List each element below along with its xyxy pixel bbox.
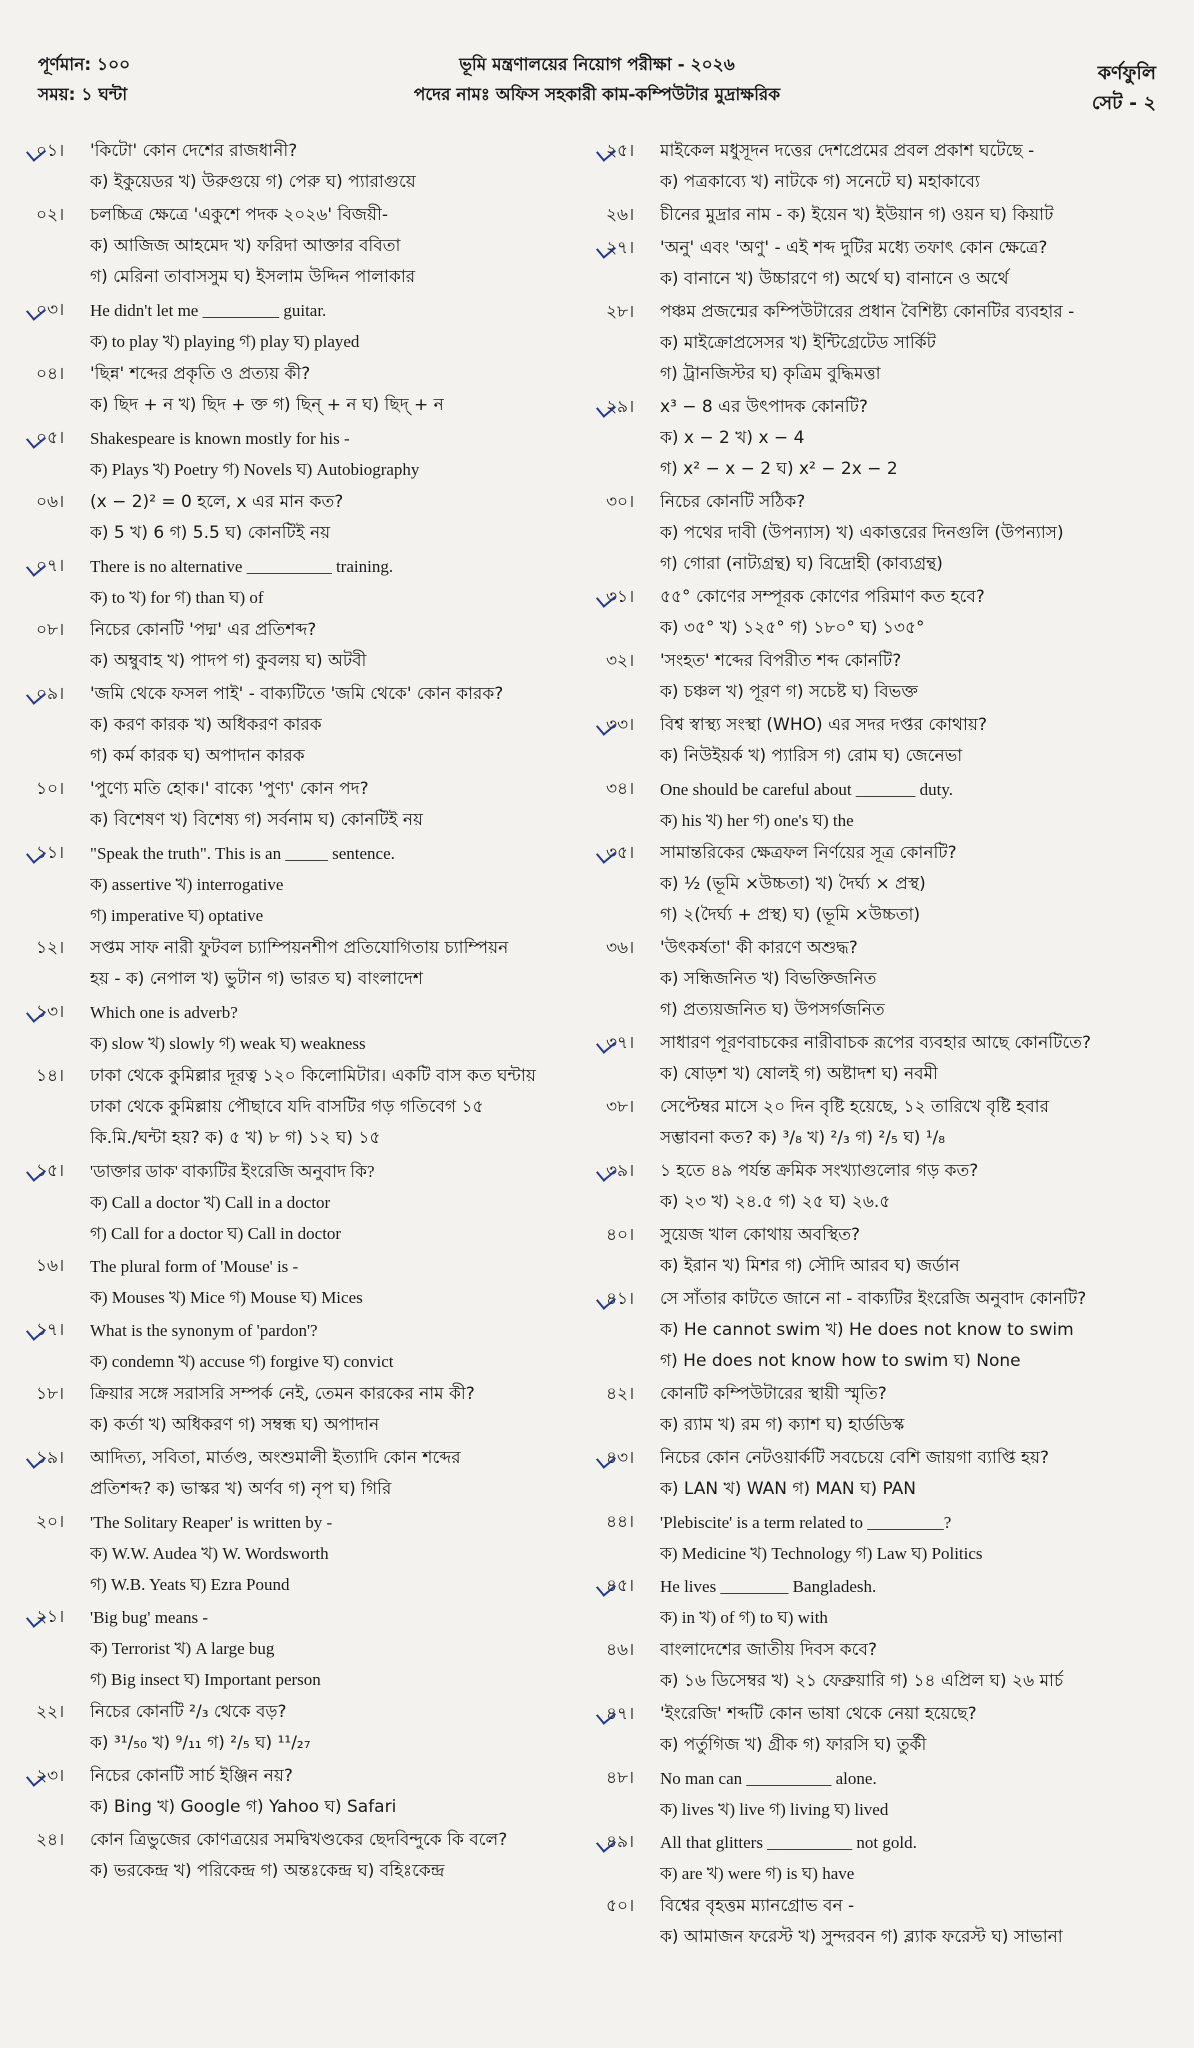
question-text: বিশ্ব স্বাস্থ্য সংস্থা (WHO) এর সদর দপ্তর কোথায়? (660, 715, 988, 735)
question-item (604, 233, 1160, 295)
question-body (90, 551, 590, 613)
question-body (660, 1699, 1160, 1761)
question-item (34, 1507, 590, 1600)
answer-options: ক) বানানে খ) উচ্চারণে গ) অর্থে ঘ) বানানে ও অর্থে (660, 269, 1009, 289)
answer-options: ক) মাইক্রোপ্রসেসর খ) ইন্টিগ্রেটেড সার্কিট (660, 333, 936, 353)
question-body (660, 1571, 1160, 1633)
question-item (604, 136, 1160, 198)
question-number: ১৫। (34, 1156, 90, 1249)
question-body (660, 1220, 1160, 1282)
question-text: 'সংহত' শব্দের বিপরীত শব্দ কোনটি? (660, 651, 902, 671)
question-body (90, 487, 590, 549)
answer-options: ক) র‍্যাম খ) রম গ) ক্যাশ ঘ) হার্ডডিস্ক (660, 1415, 905, 1435)
answer-options: ক) কর্তা খ) অধিকরণ গ) সম্বন্ধ ঘ) অপাদান (90, 1415, 380, 1435)
question-body (660, 1827, 1160, 1889)
question-body (660, 1284, 1160, 1377)
question-number: ০২। (36, 205, 65, 225)
question-number: ২০। (36, 1512, 65, 1532)
question-number: ০৫। (34, 423, 90, 485)
answer-options: ক) নিউইয়র্ক খ) প্যারিস গ) রোম ঘ) জেনেভা (660, 746, 963, 766)
question-item (604, 1699, 1160, 1761)
question-body (90, 1315, 590, 1377)
question-number: ১২। (36, 938, 65, 958)
question-body (90, 615, 590, 677)
question-item (604, 1827, 1160, 1889)
answer-options: ক) x − 2 খ) x − 4 (660, 428, 805, 448)
question-text: 'ডাক্তার ডাক' বাক্যটির ইংরেজি অনুবাদ কি? (90, 1162, 375, 1181)
question-body (660, 1763, 1160, 1825)
answer-options: ক) অম্বুবাহ খ) পাদপ গ) কুবলয় ঘ) অটবী (90, 651, 367, 671)
question-text: ক্রিয়ার সঙ্গে সরাসরি সম্পর্ক নেই, তেমন কারকের নাম কী? (90, 1384, 475, 1404)
question-item (34, 679, 590, 772)
question-item (604, 646, 1160, 708)
answer-options: ক) are খ) were গ) is ঘ) have (660, 1864, 855, 1883)
question-text: 'Big bug' means - (90, 1608, 209, 1627)
question-text: সে সাঁতার কাটতে জানে না - বাক্যটির ইংরেজি অনুবাদ কোনটি? (660, 1289, 1087, 1309)
question-number: ৩২। (606, 651, 635, 671)
question-item (34, 1825, 590, 1887)
question-body (660, 838, 1160, 931)
answer-options: গ) Big insect ঘ) Important person (90, 1670, 321, 1689)
full-marks: পূর্ণমান: ১০০ (38, 55, 131, 75)
answer-options: ক) ষোড়শ খ) ষোলই গ) অষ্টাদশ ঘ) নবমী (660, 1064, 938, 1084)
question-item (34, 1251, 590, 1313)
answer-options: ক) ছিদ + ন খ) ছিদ + ক্ত গ) ছিন্ + ন ঘ) ছিদ্ + ন (90, 395, 444, 415)
question-text: 'কিটো' কোন দেশের রাজধানী? (90, 141, 298, 161)
question-number: ৩৬। (606, 938, 635, 958)
answer-options: ক) ³¹/₅₀ খ) ⁹/₁₁ গ) ²/₅ ঘ) ¹¹/₂₇ (90, 1733, 311, 1753)
question-number: ২৩। (34, 1761, 90, 1823)
question-body (660, 1507, 1160, 1569)
answer-options: গ) ২(দৈর্ঘ্য + প্রস্থ) ঘ) (ভূমি ×উচ্চতা) (660, 905, 921, 925)
question-body (660, 1028, 1160, 1090)
question-text: 'The Solitary Reaper' is written by - (90, 1513, 333, 1532)
question-body (90, 1761, 590, 1823)
question-number: ১৪। (36, 1066, 65, 1086)
question-item (34, 200, 590, 293)
question-text: (x − 2)² = 0 হলে, x এর মান কত? (90, 492, 344, 512)
question-body (660, 1635, 1160, 1697)
question-body (660, 233, 1160, 295)
question-item (34, 838, 590, 931)
question-body (660, 774, 1160, 836)
answer-options: ক) ভরকেন্দ্র খ) পরিকেন্দ্র গ) অন্তঃকেন্দ্র ঘ) বহিঃকেন্দ্র (90, 1861, 445, 1881)
question-number: ৪২। (606, 1384, 635, 1404)
question-text: মাইকেল মধুসূদন দত্তের দেশপ্রেমের প্রবল প্রকাশ ঘটেছে - (660, 141, 1035, 161)
question-text: "Speak the truth". This is an _____ sentence. (90, 844, 395, 863)
question-body (90, 933, 590, 995)
question-body (660, 933, 1160, 1026)
answer-options: ক) assertive খ) interrogative (90, 875, 284, 894)
question-text: All that glitters __________ not gold. (660, 1833, 917, 1852)
exam-title: ভূমি মন্ত্রণালয়ের নিয়োগ পরীক্ষা - ২০২৬ (459, 55, 735, 75)
question-item (604, 838, 1160, 931)
question-item (604, 1443, 1160, 1505)
answer-options: ক) পর্তুগিজ খ) গ্রীক গ) ফারসি ঘ) তুর্কী (660, 1735, 927, 1755)
question-text: নিচের কোনটি ²/₃ থেকে বড়? (90, 1702, 287, 1722)
answer-options: কি.মি./ঘন্টা হয়? ক) ৫ খ) ৮ গ) ১২ ঘ) ১৫ (90, 1128, 381, 1148)
answer-options: প্রতিশব্দ? ক) ভাস্কর খ) অর্ণব গ) নৃপ ঘ) গিরি (90, 1479, 392, 1499)
question-number: ২৭। (604, 233, 660, 295)
question-item (604, 200, 1160, 231)
answer-options: ক) ½ (ভূমি ×উচ্চতা) খ) দৈর্ঘ্য × প্রস্থ) (660, 874, 926, 894)
question-body (660, 582, 1160, 644)
question-number: ৪৫। (604, 1571, 660, 1633)
question-text: কোনটি কম্পিউটারের স্থায়ী স্মৃতি? (660, 1384, 887, 1404)
answer-options: গ) কর্ম কারক ঘ) অপাদান কারক (90, 746, 305, 766)
question-body (90, 1156, 590, 1249)
question-body (90, 1507, 590, 1600)
question-body (90, 1251, 590, 1313)
answer-options: ক) Mouses খ) Mice গ) Mouse ঘ) Mices (90, 1288, 363, 1307)
question-text: চীনের মুদ্রার নাম - ক) ইয়েন খ) ইউয়ান গ) ওয়ন ঘ) কিয়াট (660, 205, 1054, 225)
right-column (604, 136, 1160, 1955)
question-body (660, 646, 1160, 708)
answer-options: ক) Plays খ) Poetry গ) Novels ঘ) Autobiography (90, 460, 420, 479)
question-item (604, 774, 1160, 836)
answer-options: ক) Medicine খ) Technology গ) Law ঘ) Politics (660, 1544, 983, 1563)
question-text: চলচ্চিত্র ক্ষেত্রে 'একুশে পদক ২০২৬' বিজয়ী- (90, 205, 389, 225)
question-text: কোন ত্রিভুজের কোণত্রয়ের সমদ্বিখণ্ডকের ছেদবিন্দুকে কি বলে? (90, 1830, 508, 1850)
question-item (34, 1315, 590, 1377)
question-number: ১৬। (36, 1256, 65, 1276)
question-item (604, 1891, 1160, 1953)
question-text: 'অনু' এবং 'অণু' - এই শব্দ দুটির মধ্যে তফাৎ কোন ক্ষেত্রে? (660, 238, 1048, 258)
question-body (90, 136, 590, 198)
question-text: সেপ্টেম্বর মাসে ২০ দিন বৃষ্টি হয়েছে, ১২ তারিখে বৃষ্টি হবার (660, 1097, 1049, 1117)
answer-options: ক) ২৩ খ) ২৪.৫ গ) ২৫ ঘ) ২৬.৫ (660, 1192, 891, 1212)
answer-options: গ) He does not know how to swim ঘ) None (660, 1351, 1021, 1371)
question-text: সপ্তম সাফ নারী ফুটবল চ্যাম্পিয়নশীপ প্রতিযোগিতায় চ্যাম্পিয়ন (90, 938, 509, 958)
question-text: Shakespeare is known mostly for his - (90, 429, 350, 448)
question-body (90, 1825, 590, 1887)
question-number: ৩৩। (604, 710, 660, 772)
question-item (604, 1220, 1160, 1282)
post-name: পদের নামঃ অফিস সহকারী কাম-কম্পিউটার মুদ্রাক্ষরিক (413, 85, 781, 105)
question-text: He didn't let me _________ guitar. (90, 301, 327, 320)
question-number: ৪৯। (604, 1827, 660, 1889)
question-body (660, 297, 1160, 390)
question-text: নিচের কোনটি সার্চ ইঞ্জিন নয়? (90, 1766, 293, 1786)
question-number: ২৮। (606, 302, 635, 322)
answer-options: ক) Call a doctor খ) Call in a doctor (90, 1193, 331, 1212)
question-body (90, 295, 590, 357)
question-body (90, 1602, 590, 1695)
question-text: বিশ্বের বৃহত্তম ম্যানগ্রোভ বন - (660, 1896, 855, 1916)
answer-options: ক) to play খ) playing গ) play ঘ) played (90, 332, 360, 351)
answer-options: ক) আজিজ আহমেদ খ) ফরিদা আক্তার ববিতা (90, 236, 401, 256)
question-item (34, 997, 590, 1059)
question-number: ২১। (34, 1602, 90, 1695)
question-text: The plural form of 'Mouse' is - (90, 1257, 299, 1276)
question-text: 'উৎকর্ষতা' কী কারণে অশুদ্ধ? (660, 938, 858, 958)
question-number: ২২। (36, 1702, 65, 1722)
answer-options: গ) x² − x − 2 ঘ) x² − 2x − 2 (660, 459, 898, 479)
question-body (660, 710, 1160, 772)
question-text: 'পুণ্যে মতি হোক।' বাক্যে 'পুণ্য' কোন পদ? (90, 779, 369, 799)
answer-options: ক) his খ) her গ) one's ঘ) the (660, 811, 854, 830)
question-text: নিচের কোনটি 'পদ্ম' এর প্রতিশব্দ? (90, 620, 317, 640)
question-item (34, 933, 590, 995)
question-item (34, 1379, 590, 1441)
question-number: ৩১। (604, 582, 660, 644)
question-body (660, 487, 1160, 580)
answer-options: ক) চঞ্চল খ) পূরণ গ) সচেষ্ট ঘ) বিভক্ত (660, 682, 918, 702)
question-item (34, 1761, 590, 1823)
question-body (660, 200, 1160, 231)
answer-options: গ) মেরিনা তাবাসসুম ঘ) ইসলাম উদ্দিন পালাকার (90, 267, 416, 287)
answer-options: গ) ট্রানজিস্টর ঘ) কৃত্রিম বুদ্ধিমত্তা (660, 364, 881, 384)
question-item (604, 710, 1160, 772)
question-text: x³ − 8 এর উৎপাদক কোনটি? (660, 397, 868, 417)
question-item (34, 487, 590, 549)
question-number: ৩৭। (604, 1028, 660, 1090)
set-name: কর্ণফুলি (1097, 62, 1156, 84)
answer-options: ক) 5 খ) 6 গ) 5.5 ঘ) কোনটিই নয় (90, 523, 331, 543)
answer-options: ক) আমাজন ফরেস্ট খ) সুন্দরবন গ) ব্ল্যাক ফরেস্ট ঘ) সাভানা (660, 1927, 1063, 1947)
question-text: 'Plebiscite' is a term related to _________? (660, 1513, 952, 1532)
answer-options: ক) slow খ) slowly গ) weak ঘ) weakness (90, 1034, 366, 1053)
answer-options: গ) imperative ঘ) optative (90, 906, 264, 925)
question-item (604, 1379, 1160, 1441)
exam-time: সময়: ১ ঘন্টা (38, 85, 128, 105)
question-item (604, 582, 1160, 644)
question-number: ১০। (36, 779, 65, 799)
question-body (90, 997, 590, 1059)
header-right (1092, 58, 1156, 118)
answer-options: ক) ইরান খ) মিশর গ) সৌদি আরব ঘ) জর্ডান (660, 1256, 960, 1276)
question-number: ২৬। (606, 205, 635, 225)
question-item (34, 1697, 590, 1759)
question-item (604, 933, 1160, 1026)
question-item (604, 297, 1160, 390)
question-body (90, 1697, 590, 1759)
question-body (660, 1443, 1160, 1505)
question-text: One should be careful about _______ duty. (660, 780, 954, 799)
answer-options: গ) W.B. Yeats ঘ) Ezra Pound (90, 1575, 290, 1594)
question-number: ২৫। (604, 136, 660, 198)
question-item (34, 1061, 590, 1154)
question-body (90, 359, 590, 421)
question-body (660, 392, 1160, 485)
question-number: ৪৭। (604, 1699, 660, 1761)
question-item (34, 774, 590, 836)
question-number: ১৯। (34, 1443, 90, 1505)
question-item (34, 1156, 590, 1249)
question-body (660, 1891, 1160, 1953)
answer-options: ক) He cannot swim খ) He does not know to swim (660, 1320, 1074, 1340)
question-body (660, 136, 1160, 198)
question-body (90, 200, 590, 293)
question-text: নিচের কোন নেটওয়ার্কটি সবচেয়ে বেশি জায়গা ব্যাপ্তি হয়? (660, 1448, 1050, 1468)
question-text: ১ হতে ৪৯ পর্যন্ত ক্রমিক সংখ্যাগুলোর গড় কত? (660, 1161, 979, 1181)
answer-options: সম্ভাবনা কত? ক) ³/₈ খ) ²/₃ গ) ²/₅ ঘ) ¹/₈ (660, 1128, 946, 1148)
answer-options: ক) in খ) of গ) to ঘ) with (660, 1608, 828, 1627)
question-body (660, 1092, 1160, 1154)
answer-options: ক) ইকুয়েডর খ) উরুগুয়ে গ) পেরু ঘ) প্যারাগুয়ে (90, 172, 416, 192)
question-number: ০১। (34, 136, 90, 198)
question-text: There is no alternative __________ training. (90, 557, 394, 576)
answer-options: গ) গোরা (নাট্যগ্রন্থ) ঘ) বিদ্রোহী (কাব্যগ্রন্থ) (660, 554, 943, 574)
answer-options: ক) পথের দাবী (উপন্যাস) খ) একাত্তরের দিনগুলি (উপন্যাস) (660, 523, 1064, 543)
answer-options: গ) Call for a doctor ঘ) Call in doctor (90, 1224, 342, 1243)
question-number: ৪৬। (606, 1640, 635, 1660)
question-item (34, 1443, 590, 1505)
question-number: ০৯। (34, 679, 90, 772)
question-number: ০৪। (36, 364, 65, 384)
question-number: ০৬। (36, 492, 65, 512)
question-number: ৩০। (606, 492, 635, 512)
answer-options: ক) W.W. Audea খ) W. Wordsworth (90, 1544, 329, 1563)
question-item (604, 1763, 1160, 1825)
header-center (34, 50, 1160, 110)
question-number: ১১। (34, 838, 90, 931)
question-number: ৩৮। (606, 1097, 635, 1117)
question-body (90, 1061, 590, 1154)
question-item (604, 1507, 1160, 1569)
question-number: ৫০। (606, 1896, 635, 1916)
question-text: বাংলাদেশের জাতীয় দিবস কবে? (660, 1640, 877, 1660)
question-body (90, 679, 590, 772)
answer-options: ক) Bing খ) Google গ) Yahoo ঘ) Safari (90, 1797, 397, 1817)
question-item (604, 1284, 1160, 1377)
question-number: ২৪। (36, 1830, 65, 1850)
question-item (34, 423, 590, 485)
question-body (660, 1156, 1160, 1218)
answer-options: হয় - ক) নেপাল খ) ভুটান গ) ভারত ঘ) বাংলাদেশ (90, 969, 423, 989)
question-text: ৫৫° কোণের সম্পূরক কোণের পরিমাণ কত হবে? (660, 587, 985, 607)
answer-options: ক) বিশেষণ খ) বিশেষ্য গ) সর্বনাম ঘ) কোনটিই নয় (90, 810, 424, 830)
answer-options: ক) to খ) for গ) than ঘ) of (90, 588, 264, 607)
question-body (90, 838, 590, 931)
question-number: ৩৪। (606, 779, 635, 799)
set-number: সেট - ২ (1091, 92, 1156, 114)
question-item (604, 1571, 1160, 1633)
question-number: ৪৩। (604, 1443, 660, 1505)
question-text: সাধারণ পূরণবাচকের নারীবাচক রূপের ব্যবহার আছে কোনটিতে? (660, 1033, 1091, 1053)
question-item (604, 1635, 1160, 1697)
question-text: 'ইংরেজি' শব্দটি কোন ভাষা থেকে নেয়া হয়েছে? (660, 1704, 977, 1724)
question-item (34, 1602, 590, 1695)
question-number: ০৩। (34, 295, 90, 357)
question-body (90, 1379, 590, 1441)
question-item (34, 615, 590, 677)
question-number: ১৩। (34, 997, 90, 1059)
left-column (34, 136, 590, 1955)
question-number: ২৯। (604, 392, 660, 485)
paper-header (34, 40, 1160, 122)
question-item (34, 295, 590, 357)
question-number: ৩৯। (604, 1156, 660, 1218)
question-body (90, 1443, 590, 1505)
answer-options: ক) সন্ধিজনিত খ) বিভক্তিজনিত (660, 969, 877, 989)
question-text: ঢাকা থেকে কুমিল্লার দূরত্ব ১২০ কিলোমিটার। একটি বাস কত ঘন্টায় (90, 1066, 536, 1086)
question-item (604, 1092, 1160, 1154)
question-number: ৪০। (606, 1225, 635, 1245)
answer-options: ঢাকা থেকে কুমিল্লায় পৌছাবে যদি বাসটির গড় গতিবেগ ১৫ (90, 1097, 484, 1117)
question-number: ১৮। (36, 1384, 65, 1404)
question-number: ৪৪। (606, 1512, 635, 1532)
question-text: Which one is adverb? (90, 1003, 238, 1022)
question-item (604, 487, 1160, 580)
question-number: ৩৫। (604, 838, 660, 931)
question-item (34, 551, 590, 613)
question-text: 'ছিন্ন' শব্দের প্রকৃতি ও প্রত্যয় কী? (90, 364, 311, 384)
question-number: ৪১। (604, 1284, 660, 1377)
question-text: No man can __________ alone. (660, 1769, 877, 1788)
question-text: আদিত্য, সবিতা, মার্তণ্ড, অংশুমালী ইত্যাদি কোন শব্দের (90, 1448, 461, 1468)
question-text: নিচের কোনটি সঠিক? (660, 492, 806, 512)
answer-options: ক) ১৬ ডিসেম্বর খ) ২১ ফেব্রুয়ারি গ) ১৪ এপ্রিল ঘ) ২৬ মার্চ (660, 1671, 1064, 1691)
question-text: সামান্তরিকের ক্ষেত্রফল নির্ণয়ের সূত্র কোনটি? (660, 843, 957, 863)
question-body (90, 423, 590, 485)
answer-options: ক) LAN খ) WAN গ) MAN ঘ) PAN (660, 1479, 917, 1499)
answer-options: ক) পত্রকাব্যে খ) নাটকে গ) সনেটে ঘ) মহাকাব্যে (660, 172, 980, 192)
answer-options: ক) Terrorist খ) A large bug (90, 1639, 275, 1658)
answer-options: ক) ৩৫° খ) ১২৫° গ) ১৮০° ঘ) ১৩৫° (660, 618, 925, 638)
question-item (34, 136, 590, 198)
question-columns (34, 136, 1160, 1955)
answer-options: ক) lives খ) live গ) living ঘ) lived (660, 1800, 889, 1819)
question-body (660, 1379, 1160, 1441)
answer-options: ক) করণ কারক খ) অধিকরণ কারক (90, 715, 322, 735)
question-text: He lives ________ Bangladesh. (660, 1577, 877, 1596)
question-number: ০৭। (34, 551, 90, 613)
question-number: ১৭। (34, 1315, 90, 1377)
question-number: ০৮। (36, 620, 65, 640)
answer-options: গ) প্রত্যয়জনিত ঘ) উপসর্গজনিত (660, 1000, 885, 1020)
question-text: 'জমি থেকে ফসল পাই' - বাক্যটিতে 'জমি থেকে' কোন কারক? (90, 684, 504, 704)
question-text: What is the synonym of 'pardon'? (90, 1321, 318, 1340)
question-item (604, 1028, 1160, 1090)
question-item (604, 392, 1160, 485)
answer-options: ক) condemn খ) accuse গ) forgive ঘ) convict (90, 1352, 394, 1371)
question-item (34, 359, 590, 421)
question-item (604, 1156, 1160, 1218)
question-text: সুয়েজ খাল কোথায় অবস্থিত? (660, 1225, 861, 1245)
question-number: ৪৮। (606, 1768, 635, 1788)
question-body (90, 774, 590, 836)
question-text: পঞ্চম প্রজন্মের কম্পিউটারের প্রধান বৈশিষ্ট্য কোনটির ব্যবহার - (660, 302, 1075, 322)
